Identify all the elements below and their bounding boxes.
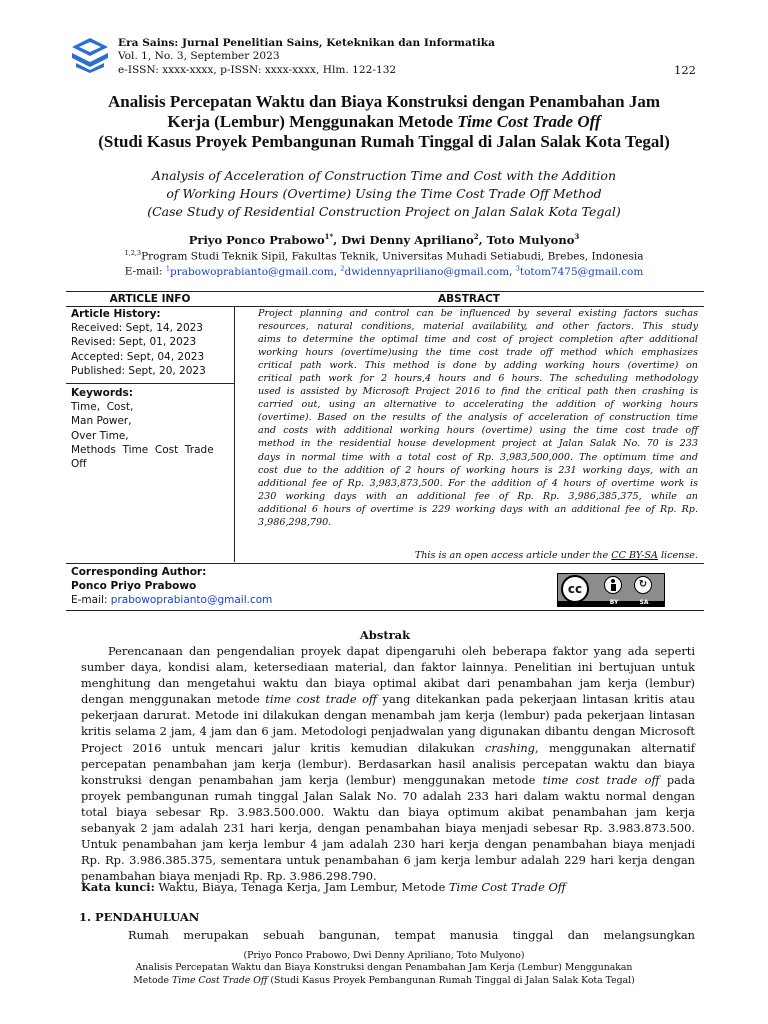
published-date: Published: Sept, 20, 2023	[71, 364, 206, 377]
author-email-1[interactable]: prabowoprabianto@gmail.com	[170, 265, 334, 278]
author-email-2[interactable]: dwidennyapriliano@gmail.com	[344, 265, 510, 278]
keyword-item: Methods Time Cost Trade	[71, 443, 214, 456]
abstrak-line: Perencanaan dan pengendalian proyek dapat dipengaruhi oleh beberapa faktor yang ada seperti	[108, 644, 695, 658]
info-divider-rule	[66, 383, 234, 384]
abstrak-line: kritis selama 2 jam, 4 jam dan 6 jam. Metodologi penjadwalan yang digunakan dibantu dengan Microsoft	[81, 724, 695, 739]
abstrak-line: pekerjaan darurat. Metode ini dilakukan dengan menambah jam kerja (lembur) pada pekerjaan lintasan	[81, 708, 695, 723]
footer-title-1: Analisis Percepatan Waktu dan Biaya Konstruksi dengan Penambahan Jam Kerja (Lembur) Menggunakan	[135, 962, 633, 974]
footer-title-2: Metode Time Cost Trade Off (Studi Kasus Proyek Pembangunan Rumah Tinggal di Jalan Salak Kota Tegal)	[133, 974, 635, 986]
journal-volume: Vol. 1, No. 3, September 2023	[118, 50, 280, 62]
by-icon	[604, 576, 622, 594]
abstract-en-line: critical path work. This method is done by adding working hours (overtime) on	[258, 360, 698, 372]
box-column-divider	[234, 306, 235, 562]
abstrak-line: dengan menggunakan metode time cost trade off yang ditekankan pada pekerjaan lintasan kritis atau	[81, 692, 695, 707]
title-id-line2: Kerja (Lembur) Menggunakan Metode Time Cost Trade Off	[167, 112, 601, 131]
abstrak-line: proyek pembangunan rumah tinggal Jalan Salak No. 70 adalah 233 hari dalam waktu normal dengan	[81, 788, 695, 803]
abstract-en-line: additional 6 hours of overtime is 229 working days with an additional fee of Rp. Rp.	[258, 503, 698, 515]
abstrak-body	[81, 643, 695, 884]
abstract-en-line: days in normal time with a total cost of Rp. 3,983,500,000. The optimum time and	[258, 451, 698, 463]
journal-logo	[70, 36, 110, 74]
title-id-line3: (Studi Kasus Proyek Pembangunan Rumah Tinggal di Jalan Salak Kota Tegal)	[98, 132, 670, 151]
abstrak-heading: Abstrak	[359, 628, 411, 642]
keyword-item: Man Power,	[71, 415, 132, 428]
abstrak-line: sumber daya, kondisi alam, ketersediaan material, dan faktor lainnya. Penelitian ini bertujuan untuk	[81, 660, 695, 675]
abstrak-line: total biaya sebesar Rp. 3.983.500.000. Waktu dan biaya optimum akibat penambahan jam kerja	[81, 804, 695, 819]
history-label: Article History:	[71, 308, 161, 320]
box-bottom-rule	[66, 563, 704, 564]
cc-icon: cc	[561, 575, 589, 603]
abstract-en-line: carried out, using an alternative to accelerating the addition of working hours	[258, 399, 698, 411]
section-first-line: Rumah merupakan sebuah bangunan, tempat manusia tinggal dan melangsungkan	[128, 928, 695, 942]
kata-kunci: Kata kunci: Waktu, Biaya, Tenaga Kerja, Jam Lembur, Metode Time Cost Trade Off	[81, 880, 566, 894]
page-number: 122	[674, 63, 696, 77]
abstract-en-line: additional fee of Rp. 3,983,873,500. For the addition of 4 hours of overtime work is	[258, 477, 698, 489]
abstract-en-line: and costs with additional working hours (overtime) using the time cost trade off	[258, 425, 698, 437]
abstract-heading: ABSTRACT	[438, 293, 500, 305]
abstract-en-line: working hours (overtime)using the time cost trade off method which emphasizes	[258, 347, 698, 359]
corresponding-email-line: E-mail: prabowoprabianto@gmail.com	[71, 594, 273, 606]
title-en-line2: of Working Hours (Overtime) Using the Time Cost Trade Off Method	[166, 186, 602, 201]
corresponding-label: Corresponding Author:	[71, 566, 207, 578]
footer-authors: (Priyo Ponco Prabowo, Dwi Denny Apriliano, Toto Mulyono)	[243, 950, 525, 961]
keyword-item: Over Time,	[71, 429, 129, 442]
abstrak-line: Project 2016 untuk mencari jalur kritis kemudian dilakukan crashing, menggunakan alternatif	[81, 740, 696, 755]
abstrak-line: sebanyak 2 jam adalah 231 hari kerja, dengan penambahan biaya menjadi sebesar Rp. 3.983.873.500.	[81, 821, 695, 836]
abstract-en-line: resources, natural conditions, material availability, and other factors. This study	[258, 321, 698, 333]
cc-by-sa-badge[interactable]	[557, 573, 665, 607]
abstrak-line: konstruksi dengan penambahan jam kerja (lembur) menggunakan metode time cost trade off pada	[81, 772, 695, 787]
paper-title-en	[60, 167, 708, 221]
abstract-en-line: aims to determine the optimal time and cost of project completion after additional	[258, 334, 698, 346]
author-emails: E-mail: $^1$prabowoprabianto@gmail.com, $^2$dwidennyapriliano@gmail.com, $^3$totom7475@gmail.com	[124, 264, 644, 278]
abstrak-line: Rp. Rp. 3.986.385.375, sementara untuk penambahan 6 jam kerja lembur adalah 229 hari kerja dengan	[81, 853, 695, 868]
corresponding-bottom-rule	[66, 610, 704, 611]
abstract-en-line: cost due to the addition of 2 hours of working hours is 231 working days, with an	[258, 464, 698, 476]
abstract-en-line: 230 working days with an additional fee of Rp. Rp. 3,986,385,375, while an	[258, 490, 698, 502]
page-footer	[60, 950, 708, 987]
sa-label: SA	[639, 599, 649, 606]
paper-title-id	[60, 92, 708, 152]
authors: Priyo Ponco Prabowo$^{1*}$, Dwi Denny Apriliano$^2$, Toto Mulyono$^3$	[188, 232, 580, 247]
corresponding-name: Ponco Priyo Prabowo	[71, 580, 197, 592]
abstract-en-line: (overtime). Based on the results of the analysis of acceleration of construction time	[258, 412, 698, 424]
received-date: Received: Sept, 14, 2023	[71, 322, 203, 335]
title-id-line1: Analisis Percepatan Waktu dan Biaya Konstruksi dengan Penambahan Jam	[108, 92, 660, 111]
abstrak-line: percepatan penambahan jam kerja (lembur). Berdasarkan hasil analisis percepatan waktu dan biaya	[81, 756, 695, 771]
accepted-date: Accepted: Sept, 04, 2023	[71, 350, 205, 363]
title-en-line1: Analysis of Acceleration of Construction Time and Cost with the Addition	[152, 168, 616, 183]
author-email-3[interactable]: totom7475@gmail.com	[519, 265, 644, 278]
abstract-en-body	[258, 307, 698, 529]
license-link[interactable]: CC BY-SA	[611, 550, 658, 561]
abstrak-line: Untuk penambahan jam kerja lembur 4 jam adalah 230 hari kerja dengan penambahan biaya menjadi	[81, 837, 695, 852]
abstract-en-line: used is assisted by Microsoft Project 2016 to find the critical path then crashing is	[258, 386, 698, 398]
abstract-en-line: critical path work for 2 hours,4 hours and 6 hours. The scheduling methodology	[258, 373, 698, 385]
journal-issn: e-ISSN: xxxx-xxxx, p-ISSN: xxxx-xxxx, Hlm. 122-132	[118, 64, 397, 76]
article-history	[71, 307, 231, 378]
abstract-en-line: 3,986,298,790.	[258, 516, 332, 528]
keywords-label: Keywords:	[71, 387, 133, 399]
article-keywords	[71, 386, 231, 471]
sa-icon: ↻	[634, 576, 652, 594]
corresponding-author	[71, 565, 471, 607]
abstract-en-line: method in the residential house development project at Jalan Salak No. 70 is 233	[258, 438, 698, 450]
affiliation: $^{1,2,3}$Program Studi Teknik Sipil, Fakultas Teknik, Universitas Muhadi Setiabudi, Brebes, Indonesia	[124, 249, 644, 263]
abstrak-line: menghitung dan mengetahui waktu dan biaya optimal akibat dari penambahan jam kerja (lembur)	[81, 676, 695, 691]
by-label: BY	[609, 599, 619, 606]
abstract-en-line: Project planning and control can be influenced by several existing factors suchas	[258, 308, 698, 319]
journal-name: Era Sains: Jurnal Penelitian Sains, Keteknikan dan Informatika	[118, 37, 495, 49]
corresponding-email[interactable]: prabowoprabianto@gmail.com	[110, 594, 273, 606]
keyword-item: Time, Cost,	[71, 401, 134, 414]
revised-date: Revised: Sept, 01, 2023	[71, 336, 197, 349]
article-info-heading: ARTICLE INFO	[109, 293, 191, 305]
section-heading-pendahuluan: 1. PENDAHULUAN	[79, 910, 200, 924]
keyword-item: Off	[71, 458, 87, 471]
license-note: This is an open access article under the CC BY-SA license.	[414, 550, 698, 561]
abstrak-line: penambahan biaya menjadi Rp. Rp. 3.986.298.790.	[81, 869, 377, 884]
box-top-rule	[66, 291, 704, 292]
title-en-line3: (Case Study of Residential Construction Project on Jalan Salak Kota Tegal)	[147, 204, 621, 219]
